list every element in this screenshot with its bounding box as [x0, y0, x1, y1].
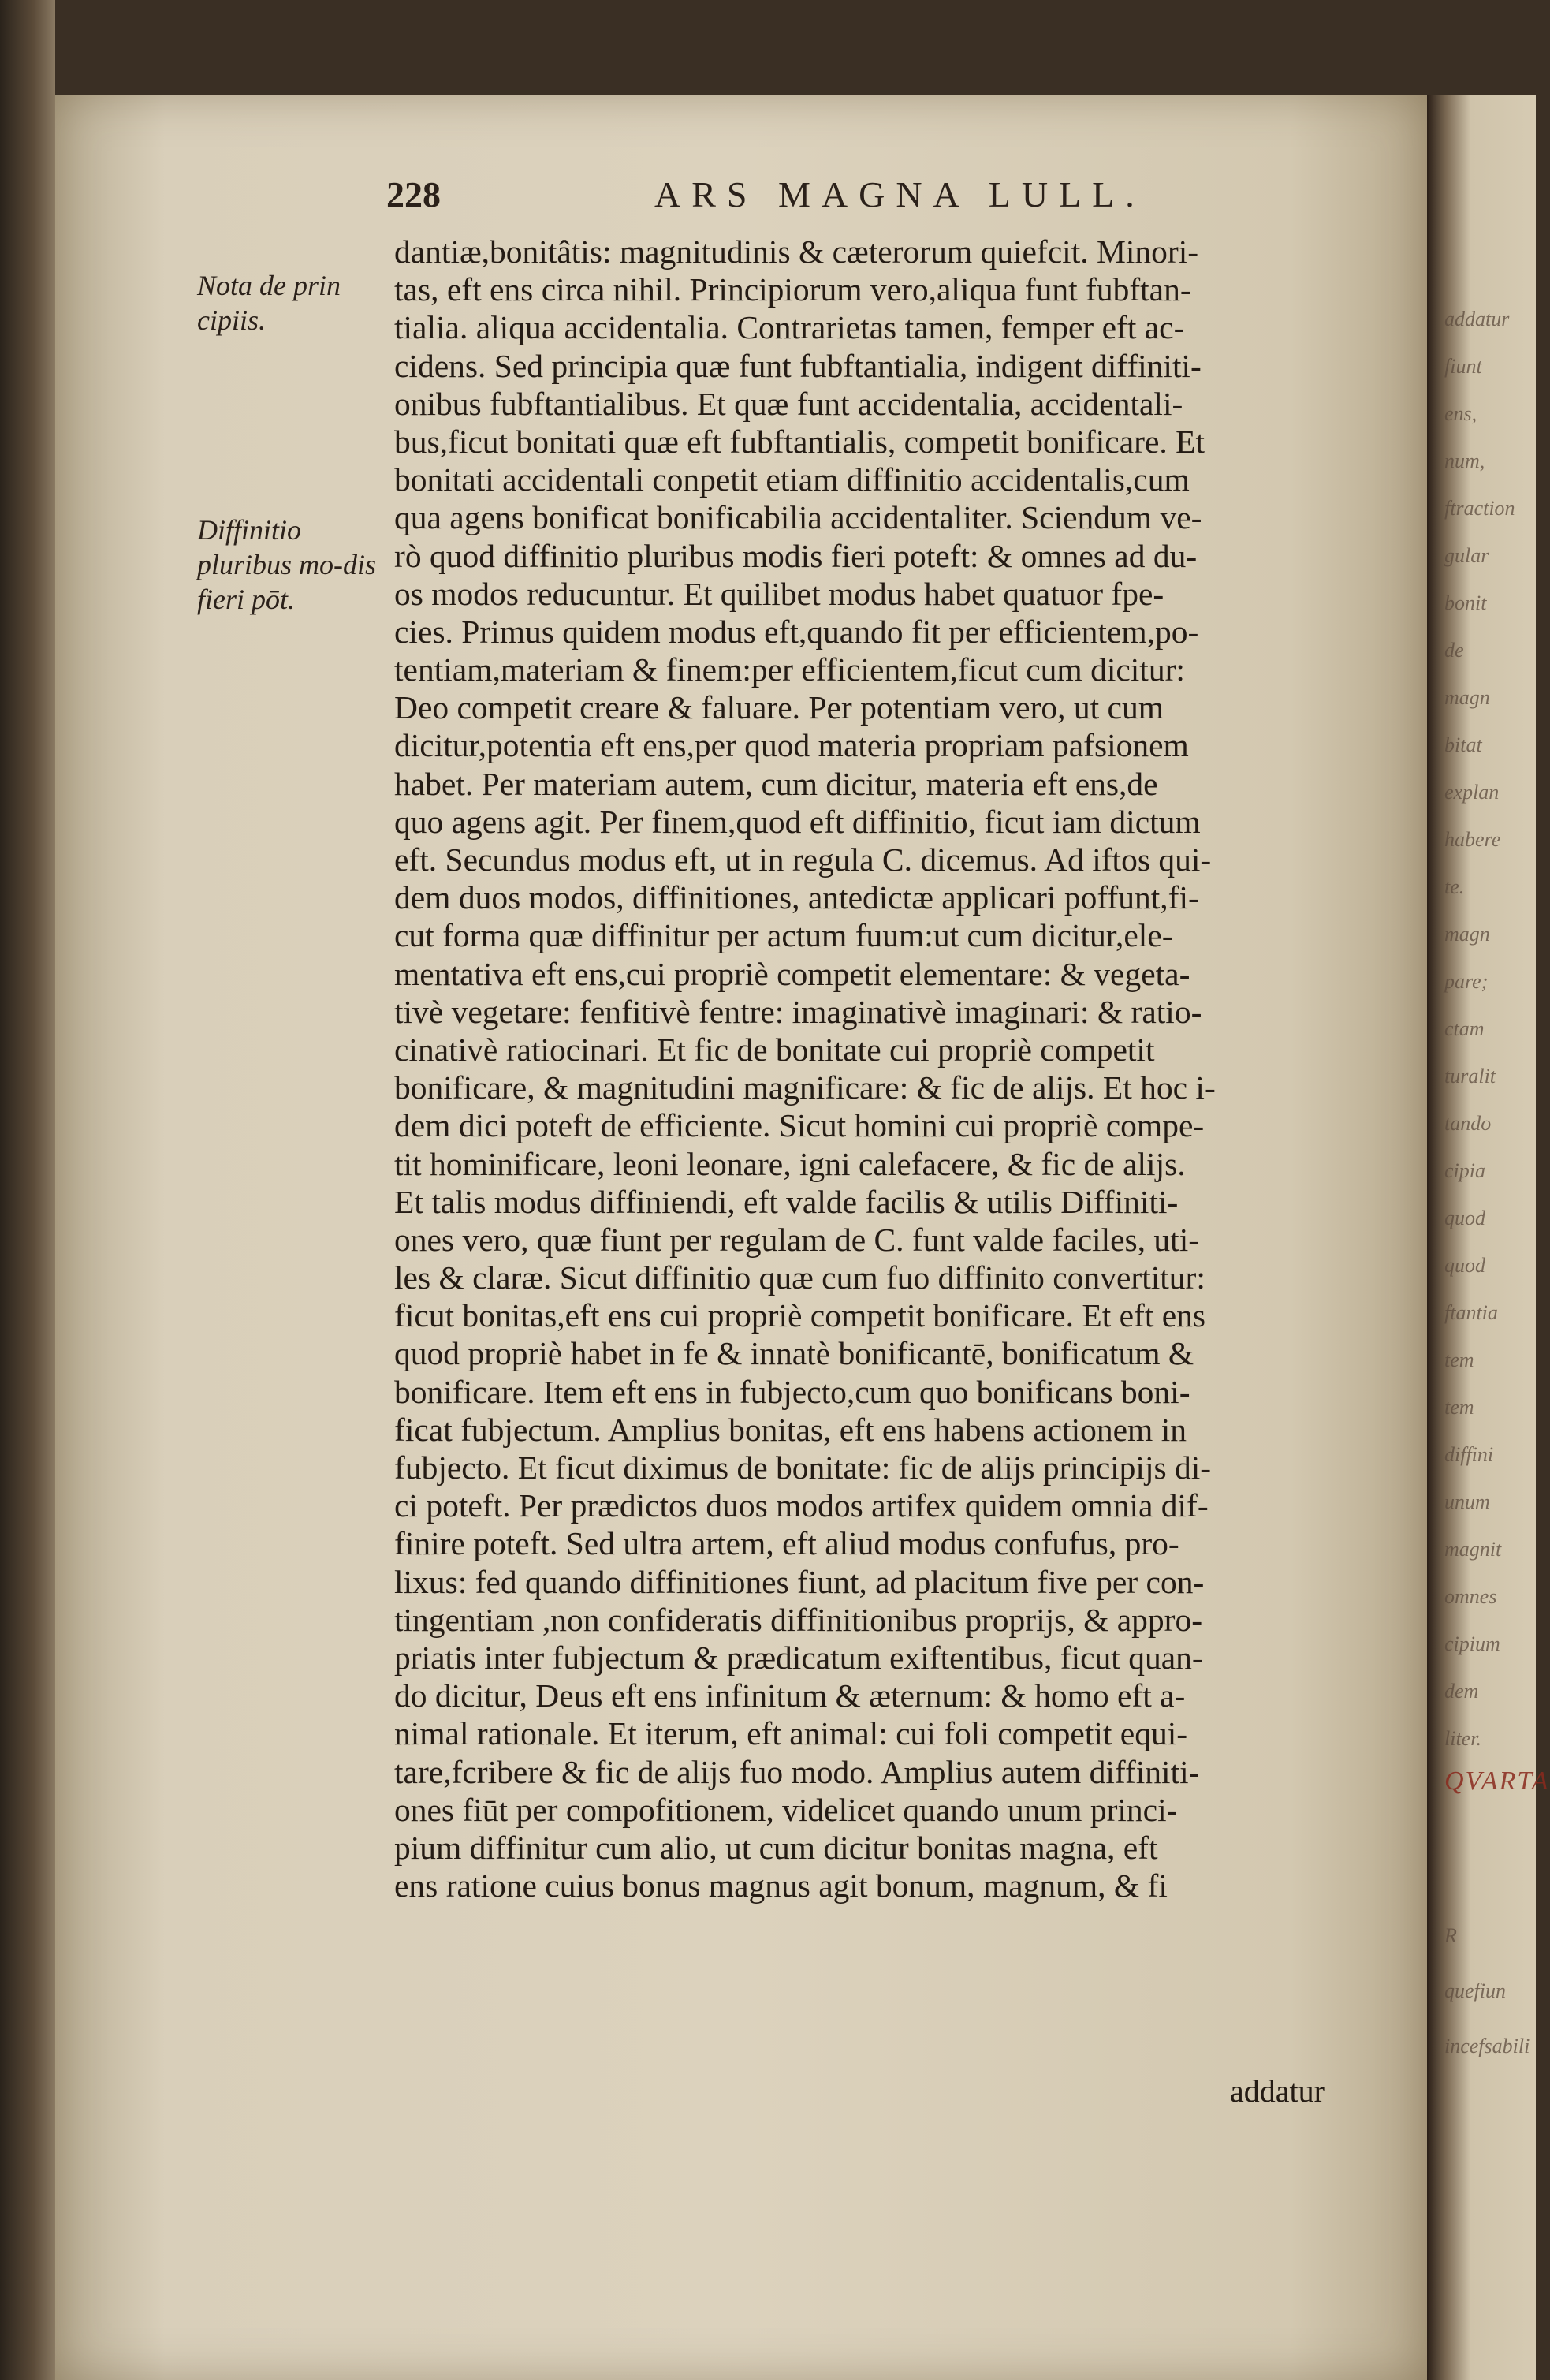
facing-page-fragment: bonit	[1444, 591, 1487, 614]
text-line: lixus: fed quando diffinitiones fiunt, ad placitum five per con-	[394, 1563, 1205, 1600]
text-line: fubjecto. Et ficut diximus de bonitate: fic de alijs principijs di-	[394, 1449, 1212, 1486]
text-line: cinativè ratiocinari. Et fic de bonitate cui propriè competit	[394, 1031, 1155, 1068]
text-line: dem dici poteft de efficiente. Sicut homini cui propriè compe-	[394, 1107, 1205, 1144]
body-text-block	[394, 233, 1364, 1904]
text-line: tit hominificare, leoni leonare, igni calefacere, & fic de alijs.	[394, 1145, 1186, 1182]
facing-page-fragment: quod	[1444, 1254, 1485, 1277]
facing-page-fragment: fiunt	[1444, 355, 1482, 378]
facing-page-fragment: num,	[1444, 450, 1485, 472]
facing-page-fragment: addatur	[1444, 308, 1510, 330]
text-line: ci poteft. Per prædictos duos modos artifex quidem omnia dif-	[394, 1487, 1209, 1524]
text-line: tare,fcribere & fic de alijs fuo modo. Amplius autem diffiniti-	[394, 1753, 1200, 1790]
text-line: bonitati accidentali conpetit etiam diffinitio accidentalis,cum	[394, 461, 1190, 498]
facing-page-fragment: magn	[1444, 923, 1490, 946]
running-title: ARS MAGNA LULL.	[654, 174, 1146, 214]
facing-page-fragment: bitat	[1444, 733, 1482, 756]
facing-page-fragment: habere	[1444, 828, 1501, 851]
text-line: rò quod diffinitio pluribus modis fieri poteft: & omnes ad du-	[394, 537, 1198, 574]
text-line: ones vero, quæ fiunt per regulam de C. funt valde faciles, uti-	[394, 1221, 1200, 1258]
facing-page-fragment: gular	[1444, 544, 1489, 567]
margin-note-definition: Diffinitio pluribus mo-dis fieri pōt.	[197, 514, 377, 615]
text-line: bus,ficut bonitati quæ eft fubftantialis, competit bonificare. Et	[394, 423, 1205, 460]
text-line: onibus fubftantialibus. Et quæ funt accidentalia, accidentali-	[394, 385, 1183, 422]
book-spine	[0, 0, 55, 2380]
text-line: bonificare, & magnitudini magnificare: & fic de alijs. Et hoc i-	[394, 1069, 1216, 1106]
text-line: do dicitur, Deus eft ens infinitum & æternum: & homo eft a-	[394, 1677, 1186, 1714]
text-line: nimal rationale. Et iterum, eft animal: cui foli competit equi-	[394, 1715, 1188, 1752]
facing-page-fragment: te.	[1444, 875, 1465, 898]
text-line: quo agens agit. Per finem,quod eft diffinitio, ficut iam dictum	[394, 803, 1201, 840]
text-line: pium diffinitur cum alio, ut cum dicitur bonitas magna, eft	[394, 1829, 1158, 1866]
facing-page-fragment: dem	[1444, 1680, 1479, 1703]
text-line: les & claræ. Sicut diffinitio quæ cum fuo diffinito convertitur:	[394, 1259, 1205, 1296]
text-line: dantiæ,bonitâtis: magnitudinis & cæterorum quiefcit. Minori-	[394, 233, 1199, 270]
facing-page-fragment: diffini	[1444, 1443, 1494, 1466]
catchword: addatur	[1230, 2073, 1325, 2109]
text-line: cies. Primus quidem modus eft,quando fit per efficientem,po-	[394, 613, 1199, 650]
facing-page-fragment: tando	[1444, 1112, 1492, 1135]
text-line: qua agens bonificat bonificabilia accidentaliter. Sciendum ve-	[394, 499, 1202, 536]
text-line: ones fiūt per compofitionem, videlicet quando unum princi-	[394, 1791, 1178, 1828]
facing-page-fragment: cipia	[1444, 1159, 1485, 1182]
facing-page-fragment: de	[1444, 639, 1464, 662]
text-line: cidens. Sed principia quæ funt fubftantialia, indigent diffiniti-	[394, 347, 1202, 384]
page-number: 228	[386, 174, 441, 214]
facing-page-fragment: incefsabili	[1444, 2035, 1530, 2057]
text-line: tingentiam ,non confideratis diffinitionibus proprijs, & appro-	[394, 1601, 1203, 1638]
text-line: Deo competit creare & faluare. Per potentiam vero, ut cum	[394, 689, 1164, 726]
text-line: finire poteft. Sed ultra artem, eft aliud modus confufus, pro-	[394, 1525, 1179, 1562]
facing-page-fragment: turalit	[1444, 1065, 1496, 1087]
text-line: dem duos modos, diffinitiones, antedictæ applicari poffunt,fi-	[394, 879, 1199, 916]
facing-page-fragment: pare;	[1444, 970, 1489, 993]
text-line: priatis inter fubjectum & prædicatum exiftentibus, ficut quan-	[394, 1639, 1203, 1676]
facing-page-fragment: tem	[1444, 1396, 1474, 1419]
facing-page-fragment: ctam	[1444, 1017, 1485, 1040]
text-line: bonificare. Item eft ens in fubjecto,cum quo bonificans boni-	[394, 1373, 1190, 1410]
text-line: eft. Secundus modus eft, ut in regula C. dicemus. Ad iftos qui-	[394, 841, 1212, 878]
text-line: ens ratione cuius bonus magnus agit bonum, magnum, & fi	[394, 1867, 1168, 1904]
facing-page-fragment: ens,	[1444, 402, 1477, 425]
text-line: Et talis modus diffiniendi, eft valde facilis & utilis Diffiniti-	[394, 1183, 1179, 1220]
facing-page-fragment: omnes	[1444, 1585, 1497, 1608]
margin-note-principles: Nota de prin cipiis.	[197, 270, 341, 336]
facing-page-fragment: tem	[1444, 1349, 1474, 1371]
facing-page-fragment: ftraction	[1444, 497, 1515, 520]
text-line: cut forma quæ diffinitur per actum fuum:ut cum dicitur,ele-	[394, 917, 1173, 954]
text-line: tas, eft ens circa nihil. Principiorum vero,aliqua funt fubftan-	[394, 271, 1191, 308]
facing-page-fragment: liter.	[1444, 1727, 1481, 1750]
facing-page-edge	[1427, 95, 1550, 2380]
text-line: tivè vegetare: fenfitivè fentre: imaginativè imaginari: & ratio-	[394, 993, 1202, 1030]
facing-page-fragment: ftantia	[1444, 1301, 1498, 1324]
facing-page-fragment: cipium	[1444, 1632, 1500, 1655]
facing-page-fragment: explan	[1444, 781, 1500, 804]
text-line: dicitur,potentia eft ens,per quod materia propriam pafsionem	[394, 727, 1189, 764]
text-line: mentativa eft ens,cui propriè competit elementare: & vegeta-	[394, 955, 1190, 992]
text-line: ficut bonitas,eft ens cui propriè competit bonificare. Et eft ens	[394, 1297, 1206, 1334]
facing-page-fragment: R	[1444, 1924, 1457, 1947]
text-line: os modos reducuntur. Et quilibet modus habet quatuor fpe-	[394, 575, 1164, 612]
facing-page-fragment: quod	[1444, 1207, 1485, 1229]
facing-page-fragment: unum	[1444, 1490, 1490, 1513]
facing-page-fragment: magnit	[1444, 1538, 1502, 1561]
text-line: habet. Per materiam autem, cum dicitur, materia eft ens,de	[394, 765, 1158, 802]
facing-page-fragment: quefiun	[1444, 1979, 1506, 2002]
facing-page-fragment: magn	[1444, 686, 1490, 709]
text-line: tentiam,materiam & finem:per efficientem,ficut cum dicitur:	[394, 651, 1185, 688]
facing-page-heading: QVARTA	[1444, 1766, 1550, 1796]
text-line: quod propriè habet in fe & innatè bonificantē, bonificatum &	[394, 1335, 1194, 1372]
text-line: ficat fubjectum. Amplius bonitas, eft ens habens actionem in	[394, 1411, 1187, 1448]
text-line: tialia. aliqua accidentalia. Contrarietas tamen, femper eft ac-	[394, 309, 1185, 346]
page-header	[386, 173, 1411, 221]
